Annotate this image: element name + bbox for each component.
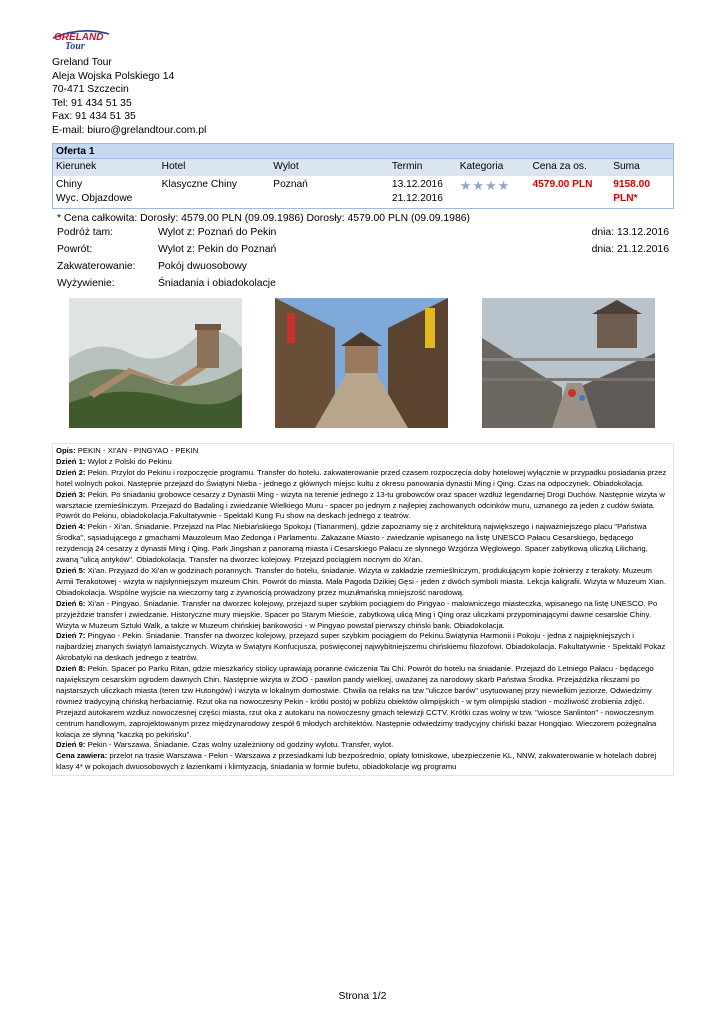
program-day: Dzień 3: Pekin. Po śniadaniu grobowce cesarzy z Dynastii Ming - wizyta na terenie jednego z 13-tu grobowców oraz spacer wzdłuż legendarnej Drogi Duchów. Następnie wizyta w warsztacie rzemieślniczym. Przejazd do Badaling i zwiedzanie Wielkiego Muru - spacer po jednym z najlepiej zachowanych odcinków muru, uznanego za jeden z cudów świata. Powrót do Pekinu, obiadokolacja.Fakultatywnie - Spektakl Kung Fu show na deskach jednego z teatrów.	[56, 489, 665, 521]
svg-text:Tour: Tour	[65, 41, 85, 50]
board-value: Śniadania i obiadokolacje	[158, 278, 276, 289]
company-city: 70-471 Szczecin	[52, 84, 129, 96]
travel-there-value: Wylot z: Poznań do Pekin	[158, 227, 277, 238]
cell-total	[610, 176, 673, 208]
program-day: Dzień 4: Pekin - Xi'an. Śniadanie. Przejazd na Plac Niebiańskiego Spokoju (Tiananmen), gdzie zapoznamy się z architekturą największego i najważniejszego placu "Państwa Środka", sąsiadującego z gmachami Mauzoleum Mao Zedonga i Parlamentu. Zakazane Miasto - zwiedzanie wpisanego na listę UNESCO Pałacu Cesarskiego, będącego rezydencją 24 cesarzy z dynastii Ming i Qing. Park Jingshan z panoramą miasta i Cesarskiego Pałacu ze słynnego Wzgórza Węglowego. Spacer zabytkową uliczką Lilichang, zwaną "ulicą antyków". Obiadokolacja. Transfer na dworzec kolejowy. Przejazd pociągiem nocnym do Xi'an.	[56, 522, 648, 565]
total-price-note: * Cena całkowita: Dorosły: 4579.00 PLN (09.09.1986) Dorosły: 4579.00 PLN (09.09.1986)	[57, 213, 470, 224]
company-tel: Tel: 91 434 51 35	[52, 97, 132, 109]
program-day: Dzień 9: Pekin - Warszawa. Śniadanie. Czas wolny uzależniony od godziny wylotu. Transfer, wylot.	[56, 740, 394, 750]
program-day: Dzień 8: Pekin. Spacer po Parku Ritan, gdzie mieszkańcy stolicy uprawiają poranne ćwiczenia Tai Chi. Powrót do hotelu na śniadanie. Przejazd do Letniego Pałacu - będącego największym cesarskim ogrodem dawnych Chin. Następnie wizyta w ZOO - pawilon pandy wielkiej, uważanej za narodowy skarb Państwa Środka. Przejażdżka rikszami po najstarszych uliczkach miasta (teren tzw Hutongów) i wizyta w lokalnym domostwie. Chwila na relaks na tzw "uliczce barów" usytuowanej przy niewielkim jeziorze. Odwiedzimy również tradycyjną chińską herbaciarnię. Rzut oka na nowoczesny Pekin - krótki postój w pobliżu obiektów olimpijskich - w tym olimpijski stadion - możliwość zrobienia zdjęć. Przejazd autokarem wzdłuż nowoczesnej części miasta, rzut oka z autokaru na nowoczesny gmach telewizji CCTV. Krótki czas wolny w tzw. "wiosce Sanlinton" - nowoczesnym centrum handlowym, zaprojektowanym przez międzynarodowy zespół 6 młodych architektów. Następnie odwiedzimy tradycyjny chiński bazar Hongqiao. Wieczorem pożegnalna kolacja ze słynną "kaczką po pekińsku".	[56, 664, 657, 739]
col-date: Termin	[391, 161, 423, 172]
col-category: Kategoria	[459, 161, 504, 172]
col-departure: Wylot	[273, 161, 299, 172]
board-row	[57, 278, 669, 295]
accommodation-label: Zakwaterowanie:	[57, 261, 136, 272]
company-address	[52, 56, 206, 138]
col-total: Suma	[613, 161, 640, 172]
direction-type: Wyc. Objazdowe	[56, 193, 133, 204]
photo-pingyao-rooftops	[482, 298, 655, 428]
travel-info	[57, 227, 669, 295]
col-direction: Kierunek	[56, 161, 97, 172]
direction-country: Chiny	[56, 179, 83, 190]
board-label: Wyżywienie:	[57, 278, 115, 289]
program-day: Dzień 1: Wylot z Polski do Pekinu	[56, 456, 172, 466]
cell-departure: Poznań	[273, 179, 308, 190]
offer-table	[52, 143, 674, 209]
star-icon: ★	[485, 178, 497, 193]
travel-back-date: dnia: 21.12.2016	[591, 244, 669, 255]
total-amount: 9158.00	[613, 179, 651, 190]
program-day: Dzień 2: Pekin. Przylot do Pekinu i rozpoczęcie programu. Transfer do hotelu. zakwaterowanie przed czasem rozpoczęcia doby hotelowej wyłącznie w przypadku posiadania przez hotel wolnych pokoi. Następnie przejazd do Świątyni Nieba - jednego z głównych miejsc kultu z okresu panowania dynastii Ming i Qing. Czas na odpoczynek. Obiadokolacja.	[56, 467, 667, 488]
company-name: Greland Tour	[52, 57, 112, 68]
cell-dates	[389, 176, 457, 208]
accommodation-value: Pokój dwuosobowy	[158, 261, 247, 272]
travel-there-label: Podróż tam:	[57, 227, 114, 238]
total-currency: PLN*	[613, 193, 638, 204]
travel-back-value: Wylot z: Pekin do Poznań	[158, 244, 277, 255]
travel-back-row	[57, 244, 669, 261]
company-fax: Fax: 91 434 51 35	[52, 111, 136, 123]
company-logo	[51, 28, 111, 50]
offer-title: Oferta 1	[52, 143, 674, 159]
travel-there-date: dnia: 13.12.2016	[591, 227, 669, 238]
date-to: 21.12.2016	[391, 193, 443, 204]
cell-hotel: Klasyczne Chiny	[161, 179, 237, 190]
travel-back-label: Powrót:	[57, 244, 93, 255]
program-summary: Opis: PEKIN - XI'AN - PINGYAO - PEKIN	[56, 446, 199, 455]
svg-text:GRELAND: GRELAND	[54, 32, 104, 43]
accommodation-row	[57, 261, 669, 278]
col-price: Cena za os.	[532, 161, 587, 172]
photo-pingyao-street	[275, 298, 448, 428]
star-icon: ★	[472, 178, 484, 193]
trip-program	[52, 443, 674, 776]
company-street: Aleja Wojska Polskiego 14	[52, 70, 175, 82]
cell-price: 4579.00 PLN	[532, 179, 593, 190]
price-includes: Cena zawiera: przelot na trasie Warszawa - Pekin - Warszawa z przesiadkami lub bezpośrednio, opłaty lotniskowe, ubezpieczenie KL, NNW, zakwaterowanie w hotelach dobrej klasy 4* w pokojach dwuosobowych z łazienkami i klimtyzacją, śniadania w formie bufetu, obiadokolacje wg programu	[56, 751, 657, 772]
star-icon: ★	[497, 178, 510, 193]
date-from: 13.12.2016	[391, 179, 443, 190]
star-icon: ★	[459, 178, 472, 193]
category-stars	[460, 178, 527, 192]
col-hotel: Hotel	[161, 161, 186, 172]
travel-there-row	[57, 227, 669, 244]
program-day: Dzień 5: Xi'an. Przyjazd do Xi'an w godzinach porannych. Transfer do hotelu, śniadanie. Wizyta w zakładzie rzemieślniczym, produkującym kopie żołnierzy z terakoty. Muzeum Armii Terakotowej - wizyta w najsłynniejszym muzeum Chin. Powrót do miasta. Mała Pagoda Dzikiej Gęsi - jeden z dwóch symboli miasta. Lekcja kaligrafii. Wizyta w Muzeum Xian. Obiadokolacja. Wspólne wyjście na wieczorny targ z żywnością prowadzony przez muzułmańską mniejszość narodową.	[56, 565, 666, 597]
cell-direction	[53, 176, 159, 208]
program-day: Dzień 6: Xi'an - Pingyao. Śniadanie. Transfer na dworzec kolejowy, przejazd super szybkim pociągiem do Pingyao - malowniczego miasteczka, wpisanego na listę UNESCO. Po przyjeździe transfer i zwiedzanie. Historyczne mury miejskie. Spacer po Starym Mieście, zabytkową ulicą Ming i Qing oraz uliczkami przypominającymi dawne cesarskie Chiny. Wizyta w Muzeum Sztuki Walk, a także w Muzeum chińskiej bankowości - w Pingyao powstał pierwszy chiński bank. Obiadokolacja.	[56, 598, 658, 630]
company-email[interactable]: E-mail: biuro@grelandtour.com.pl	[52, 124, 207, 136]
offer-row	[52, 176, 674, 209]
photo-great-wall	[69, 298, 242, 428]
offer-columns	[52, 159, 674, 176]
page-number: Strona 1/2	[338, 991, 387, 1002]
cell-category	[457, 176, 530, 208]
program-day: Dzień 7: Pingyao - Pekin. Śniadanie. Transfer na dworzec kolejowy, przejazd super szybkim pociągiem do Pekinu.Świątynia Harmonii i Pokoju - jedna z najpiękniejszych i najbardziej znanych świątyń lamaistycznych. Wizyta w Świątyni Konfucjusza, poświęconej najwybitniejszemu chińskiemu filozofowi. Obiadokolacja. Fakultatywnie - Spektakl Pokaz Akrobatyki na deskach jednego z teatrów.	[56, 631, 666, 663]
